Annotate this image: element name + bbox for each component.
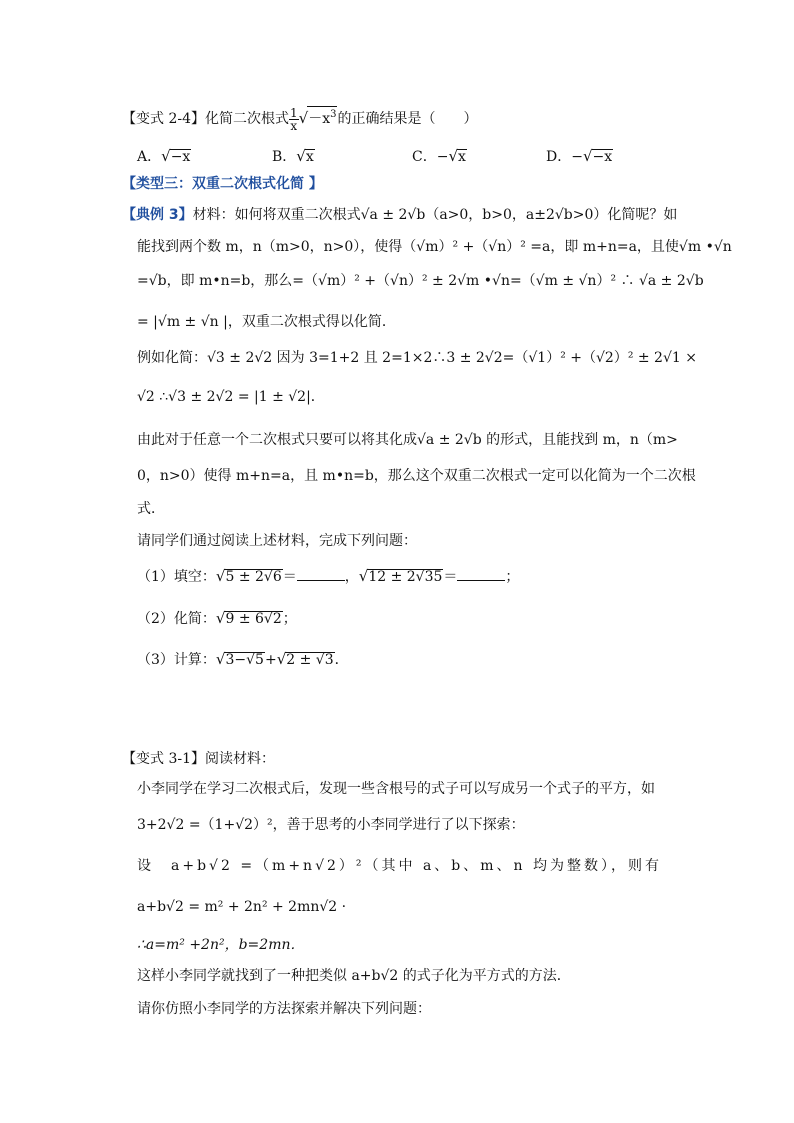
equals-sign: ＝: [282, 569, 297, 585]
equals-sign: ＝: [443, 569, 458, 585]
question-2: [137, 609, 297, 628]
variant-3-1-line-7: 请你仿照小李同学的方法探索并解决下列问题：: [137, 1001, 431, 1017]
exponent: 3: [330, 109, 337, 120]
question-3: [137, 650, 349, 669]
radical-sign-icon: √: [358, 567, 369, 585]
example-tag: 【典例 3】: [122, 207, 193, 223]
section-heading: 【类型三：双重二次根式化简 】: [122, 176, 323, 192]
example-3-line-6: √2 ∴√3 ± 2√2 = |1 ± √2|．: [137, 389, 325, 405]
variant-tag: 【变式 2-4】: [122, 111, 205, 127]
radicand: 2 ± √3: [286, 652, 334, 668]
punctuation: ；: [282, 611, 297, 627]
variant-3-1-heading: [122, 750, 275, 768]
question-label: （3）计算：: [137, 652, 216, 668]
punctuation: ．: [334, 652, 349, 668]
example-3-line-5: 例如化简：√3 ± 2√2 因为 3=1+2 且 2=1×2∴3 ± 2√2=（√1）² +（√2）² ± 2√1 ×: [137, 350, 697, 366]
radical-sign-icon: √: [161, 147, 171, 165]
option-d[interactable]: [546, 146, 613, 166]
radicand: [307, 106, 337, 127]
radicand: −x: [170, 149, 191, 165]
example-3-line-7: 由此对于任意一个二次根式只要可以将其化成√a ± 2√b 的形式，且能找到 m，n（m>: [137, 432, 678, 448]
answer-blank[interactable]: [297, 568, 345, 581]
variant-3-1-line-2: 3+2√2 =（1+√2）²，善于思考的小李同学进行了以下探索：: [137, 817, 525, 833]
paragraph-text: 材料：如何将双重二次根式√a ± 2√b（a>0，b>0，a±2√b>0）化简呢？如: [192, 207, 678, 223]
example-3-line-4: = |√m ± √n |，双重二次根式得以化简．: [137, 314, 396, 330]
separator: ，: [344, 569, 359, 585]
example-3-line-10: 请同学们通过阅读上述材料，完成下列问题：: [137, 533, 417, 549]
example-3-line-2: 能找到两个数 m，n（m>0，n>0），使得（√m）² +（√n）² =a，即 m+n=a，且使√m •√n: [137, 239, 732, 255]
radical-sign-icon: √: [276, 650, 287, 668]
question-label: （2）化简：: [137, 611, 216, 627]
radicand: x: [305, 149, 314, 165]
radicand: 5 ± 2√6: [225, 569, 282, 585]
question-1: [137, 567, 519, 586]
radical-sign-icon: √: [215, 567, 226, 585]
variant-tag: 【变式 3-1】: [122, 751, 205, 767]
radicand-text: －x: [308, 111, 331, 127]
option-c[interactable]: [412, 146, 467, 166]
variant-3-1-line-6: 这样小李同学就找到了一种把类似 a+b√2 的式子化为平方式的方法．: [137, 968, 571, 984]
radical-sign-icon: √: [215, 650, 226, 668]
variant-2-4-question: [122, 106, 477, 132]
minus-sign: −: [571, 149, 583, 165]
example-3-line-3: =√b，即 m•n=b，那么=（√m）² +（√n）² ± 2√m •√n=（√m ± √n）² ∴ √a ± 2√b: [137, 273, 704, 289]
option-b[interactable]: [272, 146, 315, 166]
radicand: −x: [592, 149, 613, 165]
example-3-line-8: 0，n>0）使得 m+n=a，且 m•n=b，那么这个双重二次根式一定可以化简为一个二次根: [137, 468, 696, 484]
fraction: [289, 107, 299, 132]
radical-sign-icon: √: [448, 147, 459, 165]
option-label: A．: [137, 149, 162, 165]
example-3-line-9: 式．: [137, 501, 165, 517]
option-label: C．: [412, 149, 437, 165]
radicand: x: [458, 149, 466, 165]
option-label: B．: [272, 149, 297, 165]
variant-3-1-line-4: a+b√2 = m² + 2n² + 2mn√2 ·: [137, 899, 347, 915]
radicand: 3−√5: [225, 652, 264, 668]
minus-sign: −: [436, 149, 449, 165]
question-label: （1）填空：: [137, 569, 216, 585]
answer-blank[interactable]: [457, 568, 505, 581]
radicand: 12 ± 2√35: [368, 569, 443, 585]
fraction-denominator: x: [290, 118, 298, 133]
variant-3-1-line-1: 小李同学在学习二次根式后，发现一些含根号的式子可以写成另一个式子的平方，如: [137, 781, 655, 797]
variant-title: 阅读材料：: [205, 751, 275, 767]
punctuation: ；: [505, 569, 520, 585]
example-3-line-1: [122, 206, 678, 224]
option-label: D．: [546, 149, 572, 165]
radical-sign-icon: √: [582, 147, 593, 165]
variant-3-1-line-3: 设 a+b√2 =（m+n√2）²（其中 a、b、m、n 均为整数），则有: [137, 858, 663, 874]
fraction-numerator: 1: [290, 105, 298, 120]
variant-3-1-line-5: ∴a=m² +2n²，b=2mn．: [137, 937, 305, 953]
radical-sign-icon: √: [298, 109, 309, 127]
option-a[interactable]: [137, 146, 191, 166]
radical-sign-icon: √: [215, 609, 226, 627]
question-text-end: 的正确结果是（ ）: [337, 111, 478, 127]
radicand: 9 ± 6√2: [225, 611, 282, 627]
radical-sign-icon: √: [296, 147, 306, 165]
question-text: 化简二次根式: [205, 111, 289, 127]
plus-sign: +: [264, 652, 277, 668]
